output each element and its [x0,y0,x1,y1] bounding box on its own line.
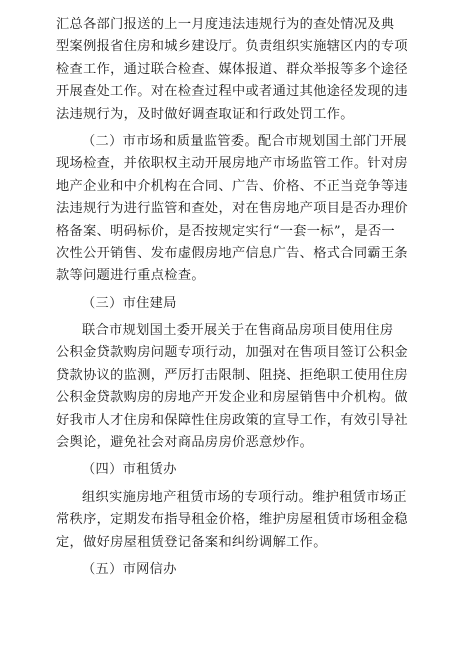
text-line: 常秩序，定期发布指导租金价格，维护房屋租赁市场租金稳 [56,512,408,528]
text-line: 贷款协议的监测，严厉打击限制、阻挠、拒绝职工使用住房 [56,367,408,383]
paragraph-housing-bureau [56,320,419,454]
text-line: 现场检查，并依职权主动开展房地产市场监管工作。针对房 [56,156,408,172]
text-line: 联合市规划国土委开展关于在售商品房项目使用住房 [82,323,394,339]
text-line: 公积金贷款购房问题专项行动，加强对在售项目签订公积金 [56,345,408,361]
text-line: 定，做好房屋租赁登记备案和纠纷调解工作。 [56,534,327,550]
text-line: 汇总各部门报送的上一月度违法违规行为的查处情况及典 [56,17,395,32]
section-heading-housing-bureau: （三）市住建局 [82,295,177,311]
text-line: 会舆论，避免社会对商品房房价恶意炒作。 [56,435,314,451]
text-line: 格备案、明码标价，是否按规定实行“一套一标”，是否一 [56,223,396,239]
text-line: 公积金贷款购房的房地产开发企业和房屋销售中介机构。做 [56,390,408,406]
text-line: 法违规行为进行监管和查处，对在售房地产项目是否办理价 [56,201,408,217]
text-line: 好我市人才住房和保障性住房政策的宣导工作，有效引导社 [56,412,408,428]
text-line: 开展查处工作。对在检查过程中或者通过其他途径发现的违 [56,84,408,100]
text-line: 次性公开销售、发布虚假房地产信息广告、格式合同霸王条 [56,245,408,261]
text-line: （二）市市场和质量监管委。配合市规划国土部门开展 [82,133,407,149]
text-line: 法违规行为，及时做好调查取证和行政处罚工作。 [56,106,354,122]
text-line: 款等问题进行重点检查。 [56,268,205,284]
text-line: 型案例报省住房和城乡建设厅。负责组织实施辖区内的专项 [56,39,408,55]
section-heading-rental-office: （四）市租赁办 [82,462,177,478]
paragraph-monthly-report [56,14,419,126]
text-line: 组织实施房地产租赁市场的专项行动。维护租赁市场正 [82,489,407,505]
text-line: 地产企业和中介机构在合同、广告、价格、不正当竞争等违 [56,178,408,194]
text-line: 检查工作，通过联合检查、媒体报道、群众举报等多个途径 [56,61,408,77]
paragraph-rental-office [56,487,419,554]
section-heading-cyberspace-office: （五）市网信办 [82,561,177,577]
paragraph-market-quality-committee [56,131,419,288]
